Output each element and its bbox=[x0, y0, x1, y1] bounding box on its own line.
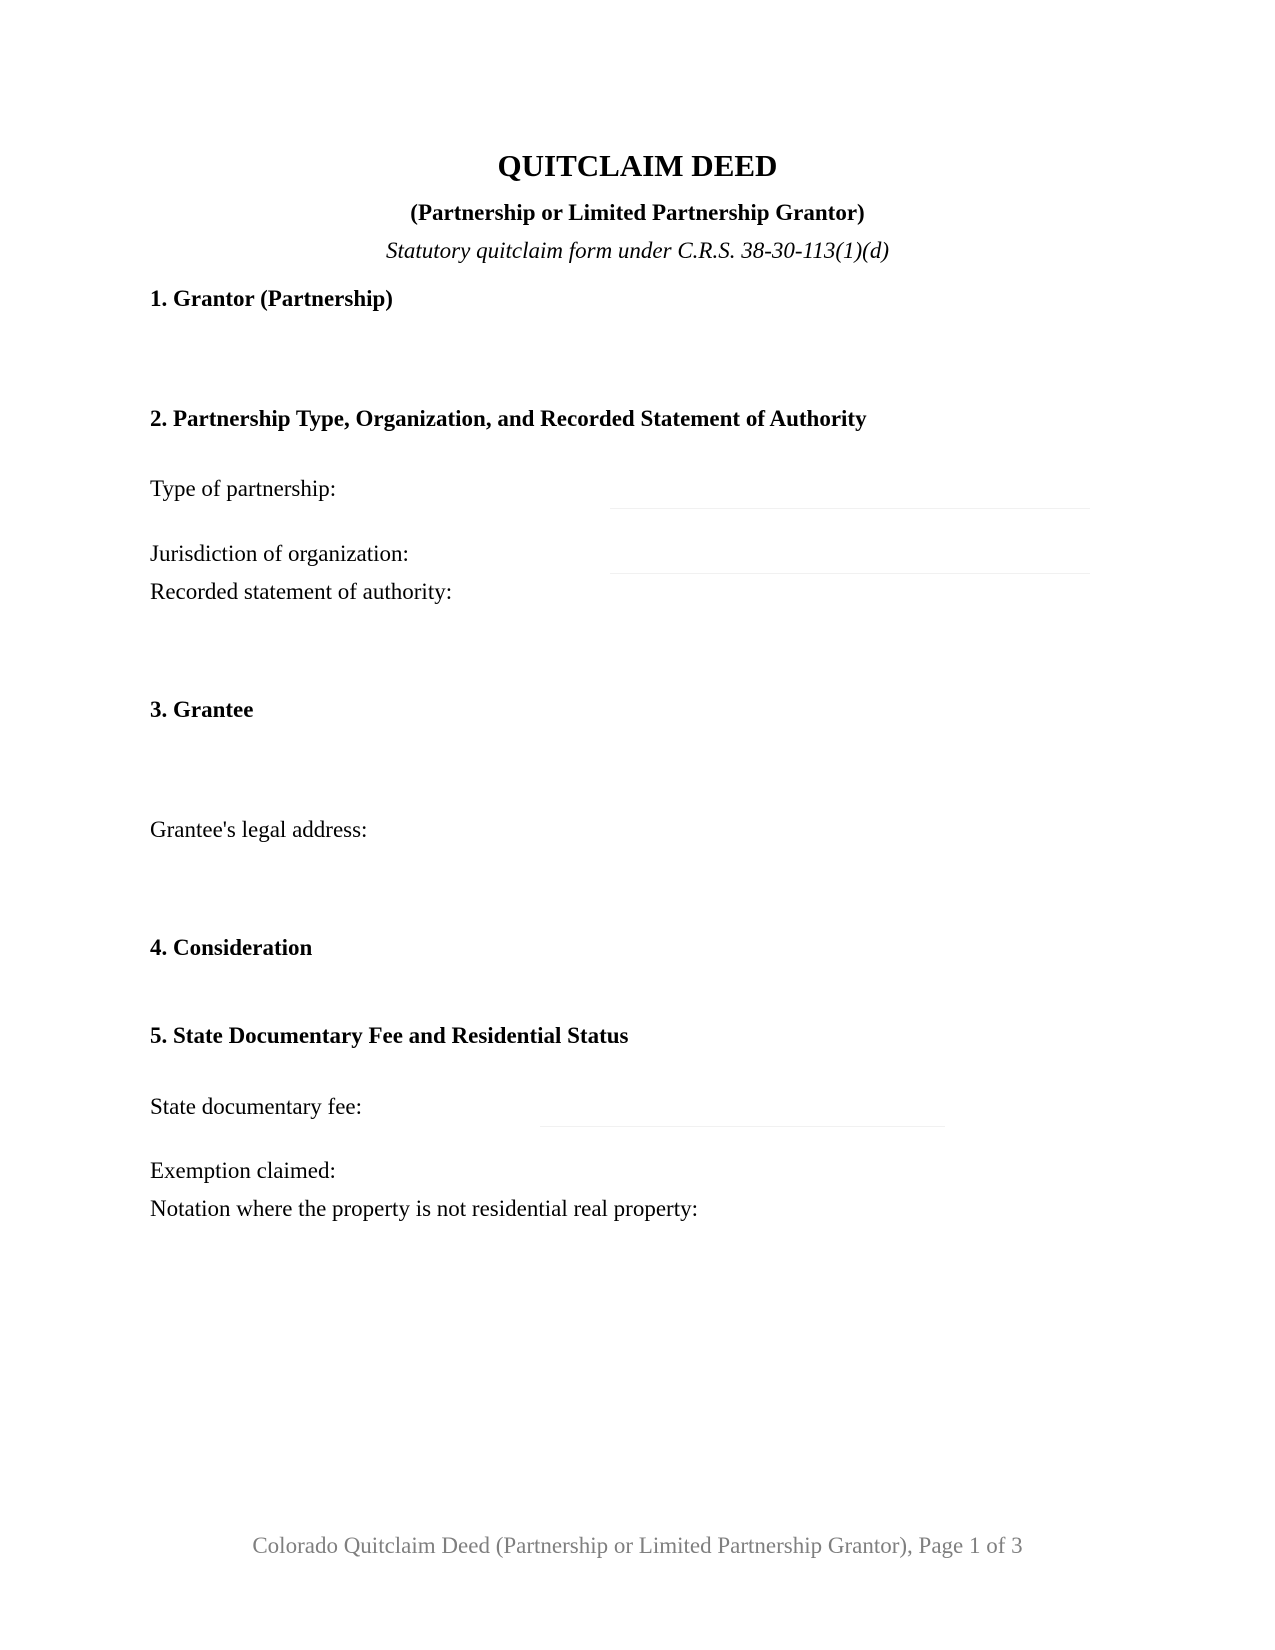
section-partnership-heading: 2. Partnership Type, Organization, and Recorded Statement of Authority bbox=[150, 406, 867, 431]
section-grantor-heading: 1. Grantor (Partnership) bbox=[150, 286, 393, 311]
exemption-label: Exemption claimed: bbox=[150, 1158, 336, 1183]
statute-reference: Statutory quitclaim form under C.R.S. 38-30-113(1)(d) bbox=[386, 238, 889, 263]
jurisdiction-label: Jurisdiction of organization: bbox=[150, 541, 409, 566]
documentary-fee-label: State documentary fee: bbox=[150, 1094, 363, 1119]
section-fee-heading: 5. State Documentary Fee and Residential Status bbox=[150, 1023, 629, 1048]
documentary-fee-field[interactable] bbox=[540, 1126, 945, 1127]
authority-label: Recorded statement of authority: bbox=[150, 579, 453, 604]
jurisdiction-field[interactable] bbox=[610, 573, 1090, 574]
residential-notation-label: Notation where the property is not residential real property: bbox=[150, 1196, 698, 1221]
partnership-type-field[interactable] bbox=[610, 508, 1090, 509]
partnership-type-label: Type of partnership: bbox=[150, 476, 337, 501]
document-subtitle: (Partnership or Limited Partnership Grantor) bbox=[410, 200, 865, 225]
page-footer: Colorado Quitclaim Deed (Partnership or Limited Partnership Grantor), Page 1 of 3 bbox=[252, 1533, 1023, 1558]
document-title: QUITCLAIM DEED bbox=[497, 148, 778, 183]
section-consideration-heading: 4. Consideration bbox=[150, 935, 313, 960]
section-grantee-heading: 3. Grantee bbox=[150, 697, 254, 722]
grantee-address-label: Grantee's legal address: bbox=[150, 817, 368, 842]
